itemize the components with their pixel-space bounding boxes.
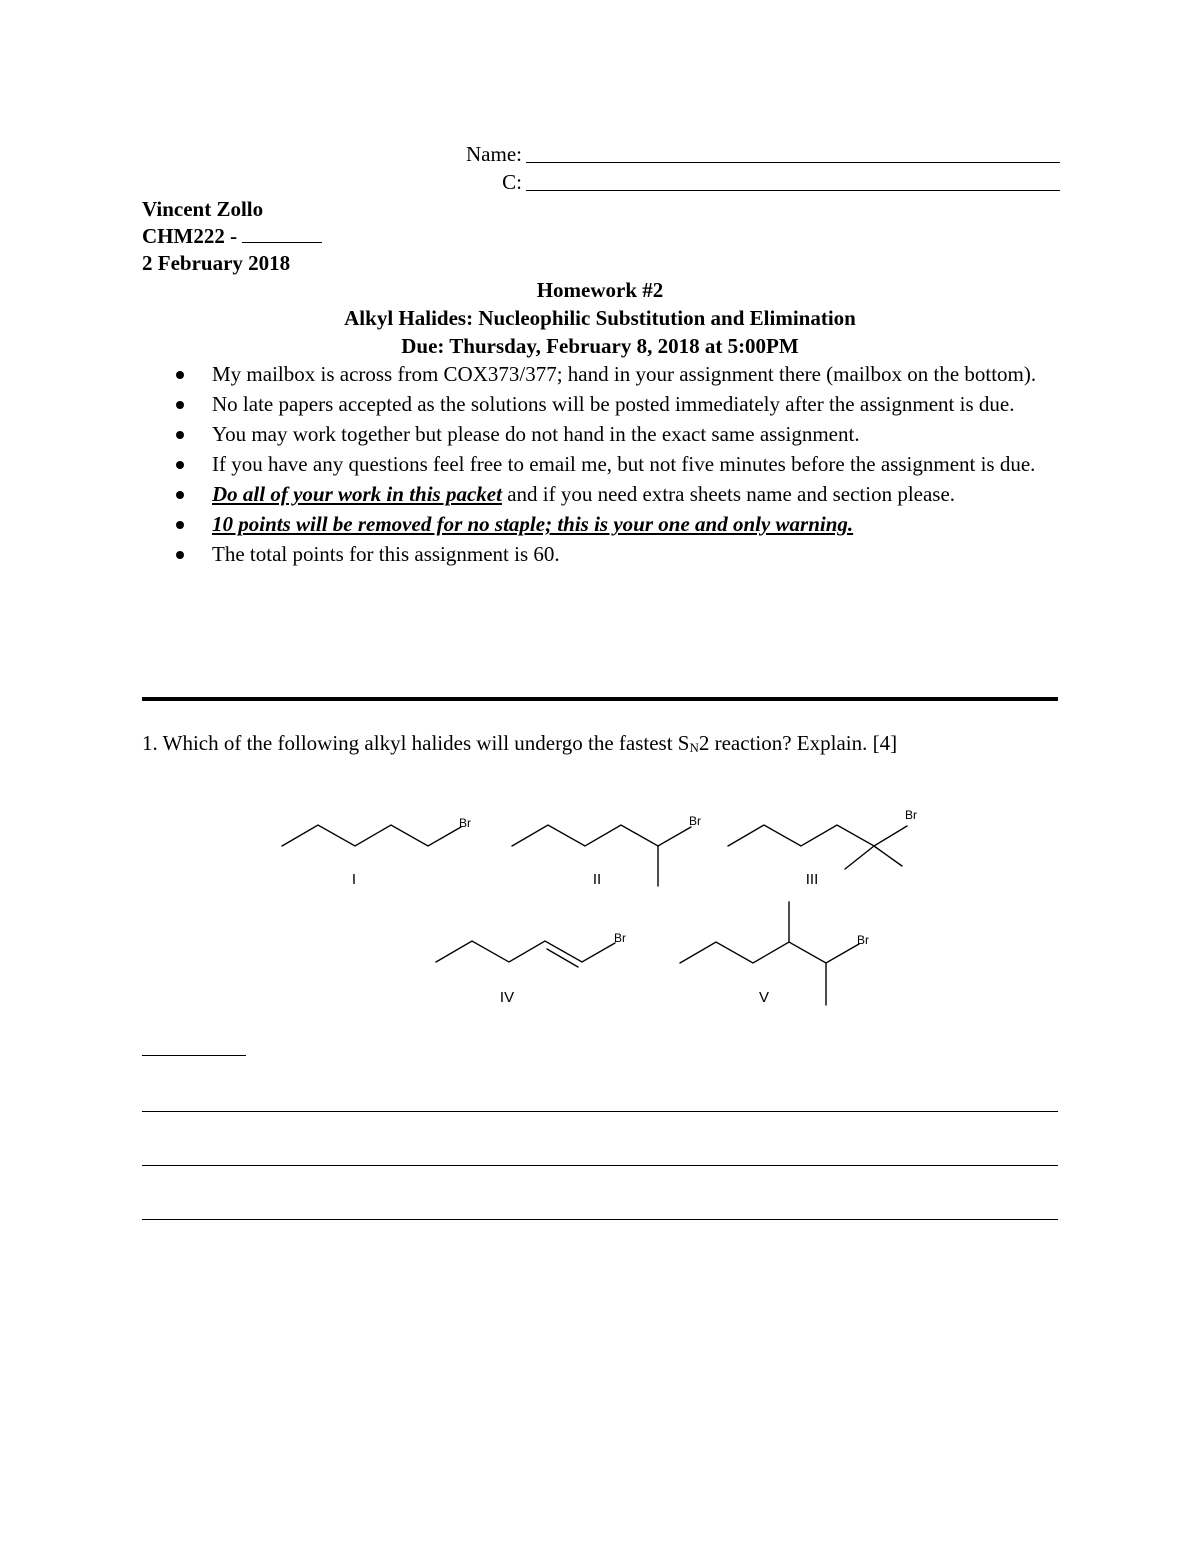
instruction-item: The total points for this assignment is 60. [170,540,1060,568]
instruction-item [170,510,1060,538]
instruction-item: You may work together but please do not hand in the exact same assignment. [170,420,1060,448]
bromine-label: Br [905,808,917,822]
c-label: C: [502,170,522,194]
instruction-item: No late papers accepted as the solutions will be posted immediately after the assignment is due. [170,390,1060,418]
answer-choice-line[interactable] [142,1055,246,1056]
explanation-line[interactable] [142,1111,1058,1112]
homework-title: Homework #2 [536,278,664,302]
bromine-label: Br [689,814,701,828]
bullet-icon [176,551,184,559]
alkyl-halide-structures [0,790,1200,1020]
c-field-row [440,168,1060,196]
name-blank-line[interactable] [526,142,1060,163]
bromine-label: Br [614,931,626,945]
emphasis-text: 10 points will be removed for no staple; this is your one and only warning. [212,512,854,536]
instruction-item: My mailbox is across from COX373/377; hand in your assignment there (mailbox on the bottom). [170,360,1060,388]
topic-title: Alkyl Halides: Nucleophilic Substitution and Elimination [344,306,856,330]
instructor-name: Vincent Zollo [142,197,264,221]
molecule-label-i: I [351,871,357,888]
molecule-i-skeleton [282,825,461,846]
section-divider [142,697,1058,701]
explanation-line[interactable] [142,1219,1058,1220]
explanation-line[interactable] [142,1165,1058,1166]
assignment-date: 2 February 2018 [142,251,291,275]
bullet-icon [176,521,184,529]
molecule-iii-methyl-2 [874,846,902,866]
bullet-icon [176,491,184,499]
c-blank-line[interactable] [526,170,1060,191]
molecule-label-v: V [758,989,770,1006]
name-label: Name: [466,142,522,166]
bromine-label: Br [857,933,869,947]
molecule-iii-methyl-1 [845,846,874,869]
molecule-label-iii: III [805,871,819,888]
instructions-list [170,360,1060,570]
course-header [142,196,322,277]
student-info-fields [440,140,1060,196]
name-field-row [440,140,1060,168]
subscript-n: N [689,740,699,755]
molecule-label-ii: II [592,871,602,888]
bromine-label: Br [459,816,471,830]
bullet-icon [176,431,184,439]
course-code: CHM222 - [142,224,238,248]
molecule-v-skeleton [680,942,859,963]
course-line [142,223,322,250]
instruction-item: Do all of your work in this packet and if you need extra sheets name and section please. [170,480,1060,508]
question-1: 1. Which of the following alkyl halides will undergo the fastest SN2 reaction? Explain. [4] [142,731,898,755]
due-date: Due: Thursday, February 8, 2018 at 5:00PM [401,334,799,358]
molecule-ii-skeleton [512,825,691,846]
bullet-icon [176,401,184,409]
section-blank-line[interactable] [242,226,322,243]
emphasis-text: Do all of your work in this packet [212,482,502,506]
bullet-icon [176,461,184,469]
assignment-titles [142,276,1058,360]
molecule-label-iv: IV [499,989,515,1006]
molecule-iv-skeleton [436,941,615,962]
bullet-icon [176,371,184,379]
instruction-item: If you have any questions feel free to email me, but not five minutes before the assignment is due. [170,450,1060,478]
molecule-iii-skeleton [728,825,907,846]
